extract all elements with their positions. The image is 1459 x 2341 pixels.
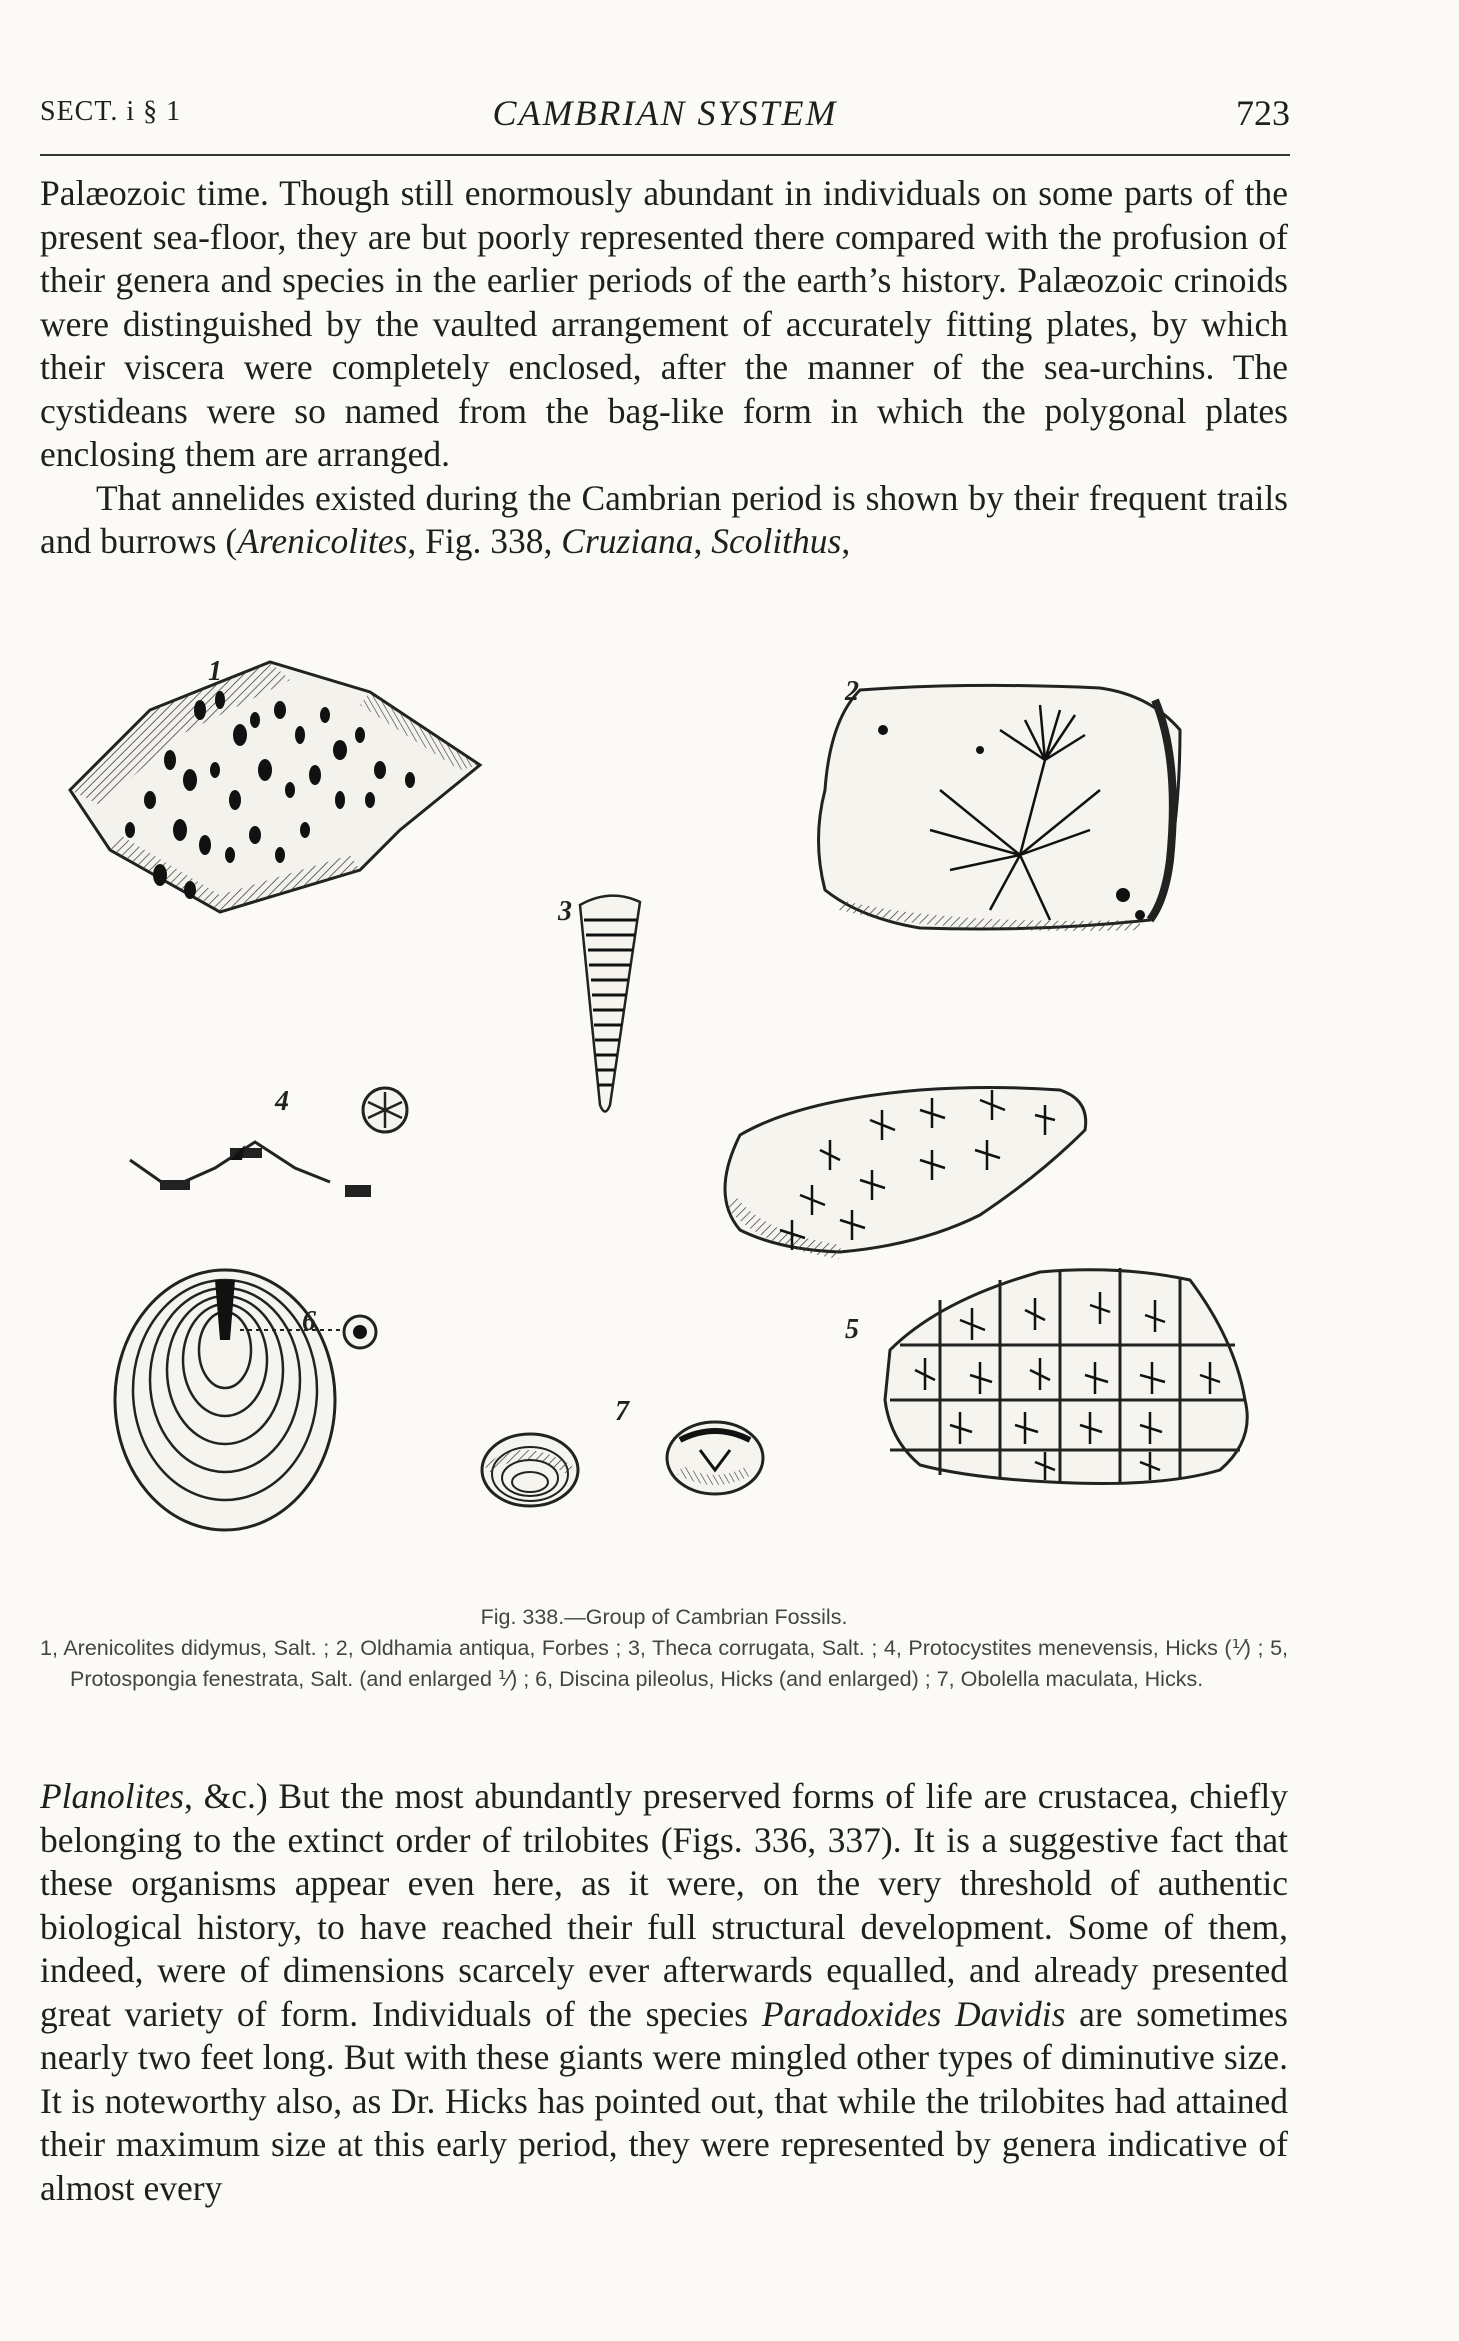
figure-label-5: 5 bbox=[845, 1314, 859, 1345]
running-title: CAMBRIAN SYSTEM bbox=[492, 93, 838, 133]
taxon-scolithus: Scolithus bbox=[711, 521, 842, 561]
fossil-figure-illustration bbox=[40, 640, 1290, 1590]
fossil-5-protospongia-slab bbox=[725, 1088, 1086, 1253]
fossil-5-protospongia-enlarged bbox=[885, 1268, 1247, 1484]
fossil-6-discina bbox=[115, 1270, 376, 1530]
taxon-arenicolites: Arenicolites bbox=[237, 521, 408, 561]
figure-label-4: 4 bbox=[275, 1086, 289, 1117]
taxon-paradoxides: Paradoxides Davidis bbox=[761, 1993, 1066, 2034]
body-text-top bbox=[40, 172, 1288, 564]
figure-label-3: 3 bbox=[558, 896, 572, 927]
section-ref: SECT. i § 1 bbox=[40, 96, 182, 127]
paragraph-trilobites: Planolites, &c.) But the most abundantly preserved forms of life are crustacea, chiefly belonging to the extinct order of trilobites (Figs. 336, 337). It is a suggestive fact that these organisms appear even here, as it were, on the very threshold of authentic biological history, to have reached their full structural development. Some of them, indeed, were of dimensions scarcely ever afterwards equalled, and already presented great variety of form. Individuals of the species Paradoxides Davidis are sometimes nearly two feet long. But with these giants were mingled other types of diminutive size. It is noteworthy also, as Dr. Hicks has pointed out, that while the trilobites had attained their maximum size at this early period, they were represented by genera indicative of almost every bbox=[40, 1776, 1288, 2208]
figure-label-2: 2 bbox=[845, 676, 859, 707]
fossil-4-protocystites bbox=[130, 1088, 407, 1197]
fossil-1-arenicolites bbox=[70, 662, 480, 912]
header-rule bbox=[40, 154, 1290, 156]
figure-caption bbox=[40, 1602, 1288, 1695]
page-number: 723 bbox=[1236, 93, 1290, 133]
figure-label-7: 7 bbox=[615, 1396, 629, 1427]
caption-title: Fig. 338.—Group of Cambrian Fossils. bbox=[480, 1605, 848, 1629]
taxon-planolites: Planolites bbox=[40, 1776, 184, 1816]
paragraph-crinoids: Palæozoic time. Though still enormously abundant in individuals on some parts of the present sea-floor, they are but poorly represented there compared with the profusion of their genera and species in the earlier periods of the earth’s history. Palæozoic crinoids were distinguished by the vaulted arrangement of accurately fitting plates, by which their viscera were completely enclosed, after the manner of the sea-urchins. The cystideans were so named from the bag-like form in which the polygonal plates enclosing them are arranged. bbox=[40, 173, 1288, 474]
paragraph-annelides: That annelides existed during the Cambrian period is shown by their frequent trails and burrows (Arenicolites, Fig. 338, Cruziana, Scolithus, bbox=[40, 477, 1288, 561]
figure-label-1: 1 bbox=[208, 656, 222, 687]
body-text-bottom bbox=[40, 1775, 1288, 2210]
caption-legend: 1, Arenicolites didymus, Salt. ; 2, Oldhamia antiqua, Forbes ; 3, Theca corrugata, Salt. ; 4, Protocystites menevensis, Hicks (⅟) ; 5, Protospongia fenestrata, Salt. (and enlarged ⅟) ; 6, Discina pileolus, Hicks (and enlarged) ; 7, Obolella maculata, Hicks. bbox=[40, 1636, 1288, 1691]
taxon-cruziana: Cruziana bbox=[561, 521, 694, 561]
figure-label-6: 6 bbox=[302, 1306, 316, 1337]
fossil-3-theca bbox=[580, 896, 640, 1112]
running-header bbox=[40, 92, 1290, 136]
fossil-2-oldhamia bbox=[819, 685, 1181, 929]
fossil-7-obolella bbox=[482, 1422, 763, 1506]
